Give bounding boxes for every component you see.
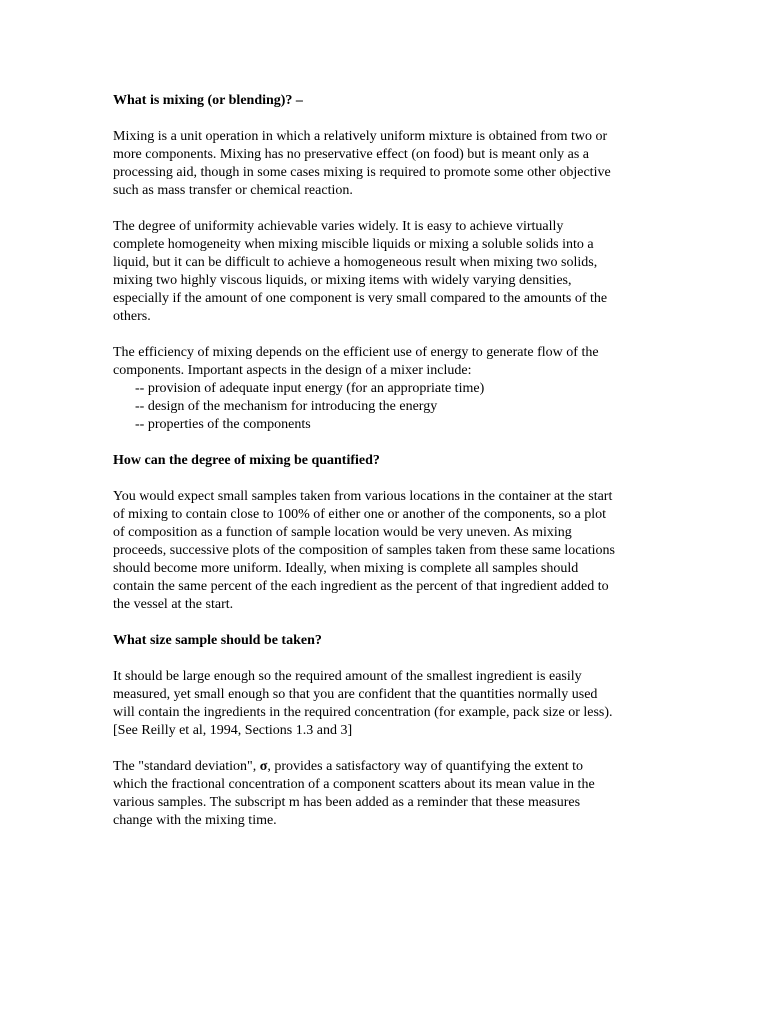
list-item: -- properties of the components xyxy=(135,417,311,432)
text-line: which the fractional concentration of a component scatters about its mean value in the xyxy=(113,777,595,792)
text-line: more components. Mixing has no preservative effect (on food) but is meant only as a xyxy=(113,147,590,162)
paragraph-sample-size xyxy=(113,668,658,740)
text-line: Mixing is a unit operation in which a relatively uniform mixture is obtained from two or xyxy=(113,129,608,144)
list-item: -- design of the mechanism for introducing the energy xyxy=(135,399,438,414)
text-line: contain the same percent of the each ingredient as the percent of that ingredient added to xyxy=(113,579,609,594)
text-line: [See Reilly et al, 1994, Sections 1.3 and 3] xyxy=(113,723,353,738)
heading-what-is-mixing: What is mixing (or blending)? – xyxy=(113,93,303,108)
paragraph-mixing-definition xyxy=(113,128,658,200)
text-line: various samples. The subscript m has been added as a reminder that these measures xyxy=(113,795,581,810)
heading-sample-size: What size sample should be taken? xyxy=(113,633,322,648)
text-line: You would expect small samples taken from various locations in the container at the start xyxy=(113,489,613,504)
paragraph-degree-of-uniformity xyxy=(113,218,658,326)
list-item: -- provision of adequate input energy (for an appropriate time) xyxy=(135,381,485,396)
mixer-design-aspects-list xyxy=(113,380,658,434)
text-line: complete homogeneity when mixing miscible liquids or mixing a soluble solids into a xyxy=(113,237,594,252)
text-line: liquid, but it can be difficult to achieve a homogeneous result when mixing two solids, xyxy=(113,255,598,270)
text-fragment: The "standard deviation", xyxy=(113,759,260,774)
text-line: should become more uniform. Ideally, when mixing is complete all samples should xyxy=(113,561,579,576)
text-line: of mixing to contain close to 100% of either one or another of the components, so a plot xyxy=(113,507,606,522)
text-line: will contain the ingredients in the required concentration (for example, pack size or less). xyxy=(113,705,613,720)
text-line: The efficiency of mixing depends on the efficient use of energy to generate flow of the xyxy=(113,345,599,360)
text-line: change with the mixing time. xyxy=(113,813,277,828)
paragraph-small-samples xyxy=(113,488,658,614)
document-page xyxy=(113,92,658,848)
text-line: of composition as a function of sample location would be very uneven. As mixing xyxy=(113,525,572,540)
text-line: processing aid, though in some cases mixing is required to promote some other objective xyxy=(113,165,611,180)
text-line: such as mass transfer or chemical reaction. xyxy=(113,183,353,198)
text-line: others. xyxy=(113,309,151,324)
text-line: measured, yet small enough so that you are confident that the quantities normally used xyxy=(113,687,598,702)
text-line: the vessel at the start. xyxy=(113,597,234,612)
text-line xyxy=(113,758,658,776)
heading-degree-quantified: How can the degree of mixing be quantified? xyxy=(113,453,380,468)
text-line: mixing two highly viscous liquids, or mixing items with widely varying densities, xyxy=(113,273,572,288)
paragraph-standard-deviation xyxy=(113,758,658,830)
text-line: It should be large enough so the required amount of the smallest ingredient is easily xyxy=(113,669,582,684)
sigma-symbol: σ xyxy=(259,759,268,774)
text-line: components. Important aspects in the design of a mixer include: xyxy=(113,363,472,378)
text-line: The degree of uniformity achievable varies widely. It is easy to achieve virtually xyxy=(113,219,564,234)
paragraph-efficiency-of-mixing xyxy=(113,344,658,380)
text-line: especially if the amount of one component is very small compared to the amounts of the xyxy=(113,291,608,306)
text-fragment: , provides a satisfactory way of quantifying the extent to xyxy=(267,759,584,774)
text-line: proceeds, successive plots of the composition of samples taken from these same locations xyxy=(113,543,615,558)
